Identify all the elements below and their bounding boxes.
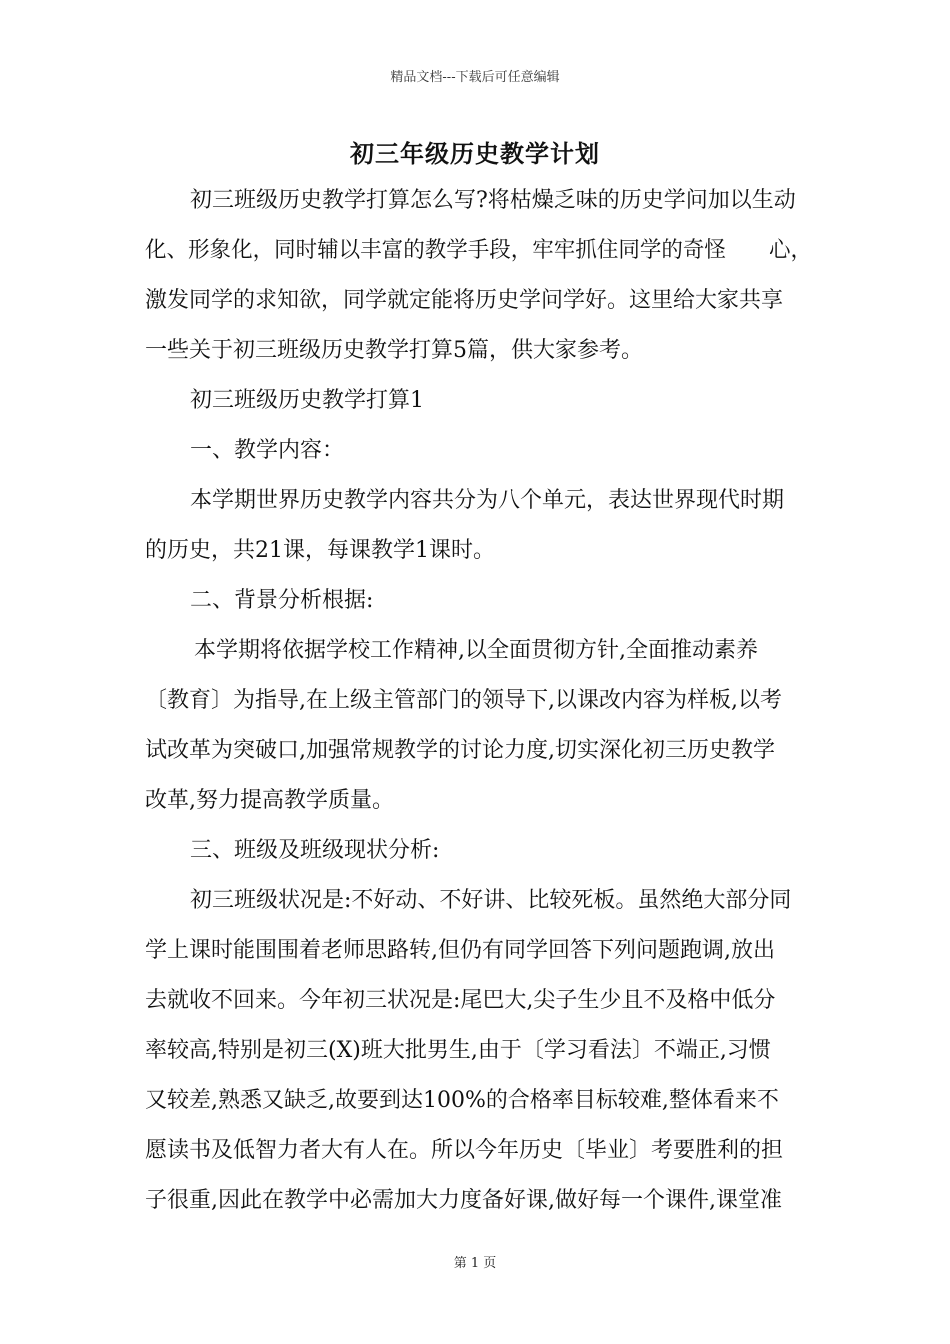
- section-heading: 初三班级历史教学打算1: [190, 388, 424, 413]
- paragraph-line: 的历史，共21课，每课教学1课时。: [145, 538, 495, 563]
- paragraph-line: 一些关于初三班级历史教学打算5篇，供大家参考。: [145, 338, 643, 363]
- paragraph-line: 率较高,特别是初三(X)班大批男生,由于〔学习看法〕不端正,习惯: [145, 1038, 771, 1063]
- paragraph-line: 又较差,熟悉又缺乏,故要到达100%的合格率目标较难,整体看来不: [145, 1088, 779, 1113]
- paragraph-line: 改革,努力提高教学质量。: [145, 788, 394, 813]
- section-heading: 一、教学内容：: [190, 438, 345, 463]
- paragraph-line: 试改革为突破口,加强常规教学的讨论力度,切实深化初三历史教学: [145, 738, 775, 763]
- paragraph-line: 〔教育〕为指导,在上级主管部门的领导下,以课改内容为样板,以考: [145, 688, 782, 713]
- paragraph-line: 学上课时能围围着老师思路转,但仍有同学回答下列问题跑调,放出: [145, 938, 775, 963]
- paragraph-line: 愿读书及低智力者大有人在。所以今年历史〔毕业〕考要胜利的担: [145, 1138, 784, 1163]
- paragraph-line: 本学期将依据学校工作精神,以全面贯彻方针,全面推动素养: [194, 638, 758, 663]
- header-note: 精品文档---下载后可任意编辑: [390, 70, 560, 85]
- document-title: 初三年级历史教学计划: [350, 139, 600, 168]
- paragraph-line: 化、形象化，同时辅以丰富的教学手段，牢牢抓住同学的奇怪 心，: [145, 238, 813, 263]
- section-heading: 二、背景分析根据:: [190, 588, 374, 613]
- page-number: 第 1 页: [453, 1256, 497, 1271]
- paragraph-line: 初三班级历史教学打算怎么写?将枯燥乏味的历史学问加以生动: [190, 188, 796, 213]
- paragraph-line: 初三班级状况是:不好动、不好讲、比较死板。虽然绝大部分同: [190, 888, 792, 913]
- paragraph-line: 去就收不回来。今年初三状况是:尾巴大,尖子生少且不及格中低分: [145, 988, 776, 1013]
- section-heading: 三、班级及班级现状分析:: [190, 838, 440, 863]
- paragraph-line: 激发同学的求知欲，同学就定能将历史学问学好。这里给大家共享: [145, 288, 784, 313]
- paragraph-line: 本学期世界历史教学内容共分为八个单元，表达世界现代时期: [190, 488, 785, 513]
- paragraph-line: 子很重,因此在教学中必需加大力度备好课,做好每一个课件,课堂准: [145, 1188, 782, 1213]
